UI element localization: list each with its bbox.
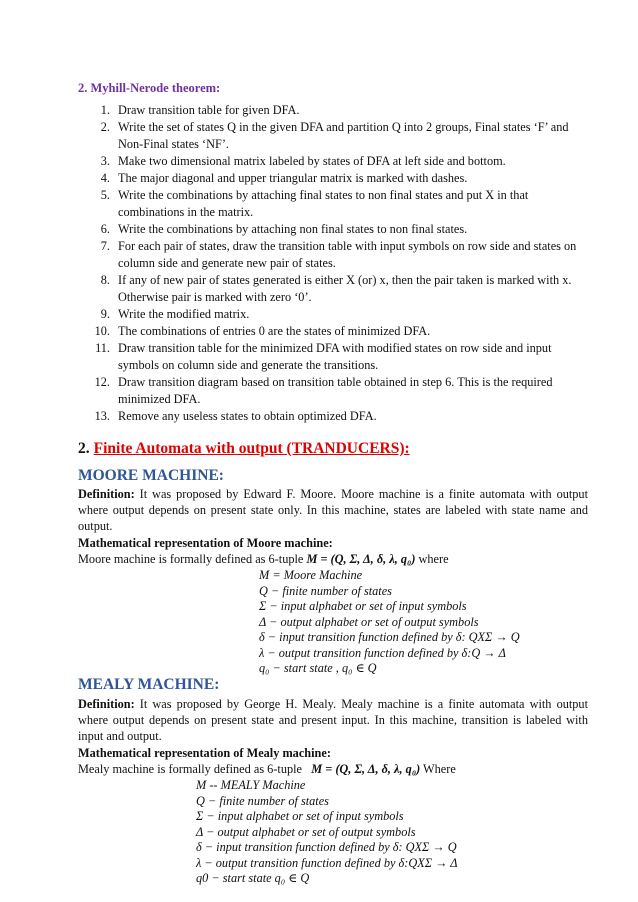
list-item: [78, 238, 578, 272]
mealy-tuple-definitions: [196, 778, 457, 887]
tuple: M = (Q, Σ, Δ, δ, λ, q₀): [306, 552, 416, 566]
tuple-line: δ − input transition function defined by δ: QXΣ → Q: [259, 630, 520, 644]
moore-title: MOORE MACHINE:: [78, 467, 224, 484]
tuple-line: q0 − start state q₀ ∈ Q: [196, 871, 310, 885]
definition-text: It was proposed by Edward F. Moore. Moore machine is a finite automata with output where output depends on present state only. In this machine, states are labeled with state name and output.: [78, 487, 588, 533]
step-text: Write the combinations by attaching final states to non final states and put X in that combinations in the matrix.: [118, 188, 529, 219]
tuple-line: Δ − output alphabet or set of output symbols: [259, 614, 479, 629]
list-item: [78, 374, 578, 408]
step-number: 2.: [100, 120, 110, 134]
mealy-math-heading: Mathematical representation of Mealy machine:: [78, 746, 331, 760]
tuple-line: δ − input transition function defined by δ: QXΣ → Q: [196, 840, 457, 854]
tuple-line: λ − output transition function defined by δ:Q → Δ: [259, 645, 506, 660]
myhill-nerode-steps: [78, 102, 578, 425]
step-text: Write the modified matrix.: [118, 307, 250, 321]
step-text: Write the set of states Q in the given DFA and partition Q into 2 groups, Final states ‘F’ and Non-Final states ‘NF’.: [118, 120, 569, 151]
list-item: [78, 323, 578, 340]
list-item: [78, 119, 578, 153]
step-text: The major diagonal and upper triangular matrix is marked with dashes.: [118, 171, 468, 185]
step-number: 4.: [100, 171, 110, 185]
step-text: The combinations of entries 0 are the states of minimized DFA.: [118, 324, 431, 338]
step-number: 9.: [100, 307, 110, 321]
step-number: 11.: [95, 341, 110, 355]
step-number: 12.: [94, 375, 110, 389]
step-text: For each pair of states, draw the transition table with input symbols on row side and states on column side and generate new pair of states.: [118, 239, 577, 270]
list-item: [78, 153, 578, 170]
tuple-line: Σ − input alphabet or set of input symbols: [196, 809, 404, 823]
step-number: 5.: [100, 188, 110, 202]
formal-suffix: Where: [420, 762, 456, 776]
tuple: M = (Q, Σ, Δ, δ, λ, q₀): [311, 762, 421, 776]
list-item: [78, 408, 578, 425]
step-text: Remove any useless states to obtain optimized DFA.: [118, 409, 377, 423]
tuple-line: M -- MEALY Machine: [196, 778, 306, 792]
section-heading-transducers: [78, 440, 410, 458]
tuple-line: Δ − output alphabet or set of output symbols: [196, 824, 416, 839]
list-item: [78, 272, 578, 306]
list-item: [78, 187, 578, 221]
tuple-line: Q − finite number of states: [196, 793, 329, 808]
definition-label: Definition:: [78, 697, 135, 711]
list-item: [78, 306, 578, 323]
definition-label: Definition:: [78, 487, 135, 501]
step-number: 13.: [94, 409, 110, 423]
formal-suffix: where: [415, 552, 449, 566]
mealy-definition: [78, 696, 588, 744]
moore-formal-def: [78, 552, 449, 567]
list-item: [78, 221, 578, 238]
formal-prefix: Mealy machine is formally defined as 6-tuple: [78, 762, 312, 776]
step-number: 10.: [94, 324, 110, 338]
list-item: [78, 340, 578, 374]
section-title: Finite Automata with output (TRANDUCERS):: [93, 440, 410, 457]
step-text: Draw transition table for the minimized DFA with modified states on row side and input symbols on column side and generate the transitions.: [118, 341, 552, 372]
step-number: 3.: [100, 154, 110, 168]
moore-tuple-definitions: [259, 568, 520, 677]
mealy-title: MEALY MACHINE:: [78, 676, 220, 693]
myhill-nerode-title: 2. Myhill-Nerode theorem:: [78, 81, 221, 95]
tuple-line: q₀ − start state , q₀ ∈ Q: [259, 661, 377, 675]
step-text: Write the combinations by attaching non final states to non final states.: [118, 222, 468, 236]
step-text: Draw transition diagram based on transition table obtained in step 6. This is the required minimized DFA.: [118, 375, 553, 406]
tuple-line: M = Moore Machine: [259, 568, 363, 582]
mealy-formal-def: [78, 762, 456, 777]
tuple-line: Q − finite number of states: [259, 583, 392, 598]
list-item: [78, 170, 578, 187]
step-text: If any of new pair of states generated is either X (or) x, then the pair taken is marked with x. Otherwise pair is marked with zero ‘0’.: [118, 273, 572, 304]
formal-prefix: Moore machine is formally defined as 6-tuple: [78, 552, 307, 566]
list-item: [78, 102, 578, 119]
step-number: 7.: [100, 239, 110, 253]
tuple-line: λ − output transition function defined by δ:QXΣ → Δ: [196, 855, 458, 870]
step-number: 6.: [100, 222, 110, 236]
step-text: Draw transition table for given DFA.: [118, 103, 300, 117]
moore-math-heading: Mathematical representation of Moore machine:: [78, 536, 333, 550]
tuple-line: Σ − input alphabet or set of input symbols: [259, 599, 467, 613]
definition-text: It was proposed by George H. Mealy. Mealy machine is a finite automata with output where output depends on present state and present input. In this machine, transition is labeled with input and output.: [78, 697, 588, 743]
step-number: 8.: [100, 273, 110, 287]
section-number: 2.: [78, 440, 90, 457]
step-number: 1.: [100, 103, 110, 117]
step-text: Make two dimensional matrix labeled by states of DFA at left side and bottom.: [118, 154, 506, 168]
moore-definition: [78, 486, 588, 534]
